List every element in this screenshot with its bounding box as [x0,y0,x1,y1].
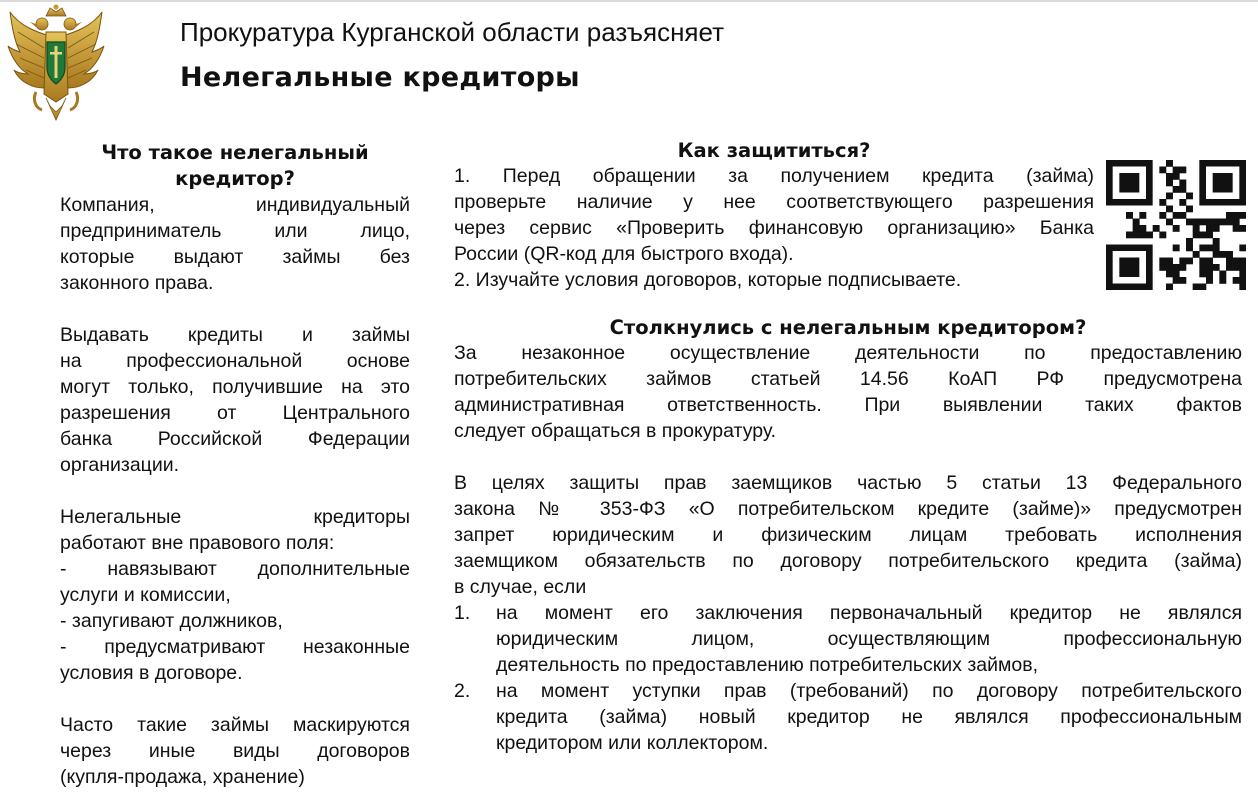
top-border [0,0,1258,2]
paragraph-disguised-loans: Часто такие займы маскируются через иные виды договоров (купля-продажа, хранение) [60,714,410,788]
faced-illegal-creditor-section [454,316,1242,756]
heading-what-is-illegal-creditor: Что такое нелегальный кредитор? [101,141,369,190]
paragraph-definition: Компания, индивидуальный предприниматель или лицо, которые выдают займы без законного права. [60,194,410,294]
qr-code-icon[interactable] [1106,160,1246,290]
heading-how-to-protect: Как защититься? [677,139,871,162]
paragraph-illegal-practices: Нелегальные кредиторы работают вне правового поля: - навязывают дополнительные услуги и комиссии, - запугивают должников, - предусматривают незаконные условия в договоре. [60,506,410,684]
organization-title: Прокуратура Курганской области разъясняет [180,17,725,47]
list-item: 1. на момент его заключения первоначальный кредитор не являлся юридическим лицом, осуществляющим профессиональную деятельность по предоставлению потребительских займов, [454,602,1242,676]
how-to-protect-section: Как защититься? 1. Перед обращении за получением кредита (займа) проверьте наличие у нее соответствующего разрешения через сервис «Проверить финансовую организацию» Банка России (QR-код для быстрого входа). 2. Изучайте условия договоров, которые подписываете. [454,139,1094,291]
paragraph-administrative-liability: За незаконное осуществление деятельности по предоставлению потребительских займов статьей 14.56 КоАП РФ предусмотрена административная ответственность. При выявлении таких фактов следует обращаться в прокуратуру. [454,342,1242,442]
page-title: Нелегальные кредиторы [180,62,580,93]
list-item: 2. на момент уступки прав (требований) по договору потребительского кредита (займа) новый кредитор не являлся профессиональным кредитором или коллектором. [454,680,1242,754]
left-column [60,140,410,790]
conditions-list [454,600,1242,756]
double-headed-eagle-emblem-icon [6,2,106,124]
paragraph-who-may-lend: Выдавать кредиты и займы на профессиональной основе могут только, получившие на это разрешения от Центрального банка Российской Федерации организации. [60,324,410,476]
paragraph-borrower-protection: В целях защиты прав заемщиков частью 5 статьи 13 Федерального закона № 353-ФЗ «О потребительском кредите (займе)» предусмотрен запрет юридическим и физическим лицам требовать исполнения заемщиком обязательств по договору потребительского кредита (займа) в случае, если [454,472,1242,598]
heading-faced-illegal-creditor: Столкнулись с нелегальным кредитором? [609,316,1087,339]
